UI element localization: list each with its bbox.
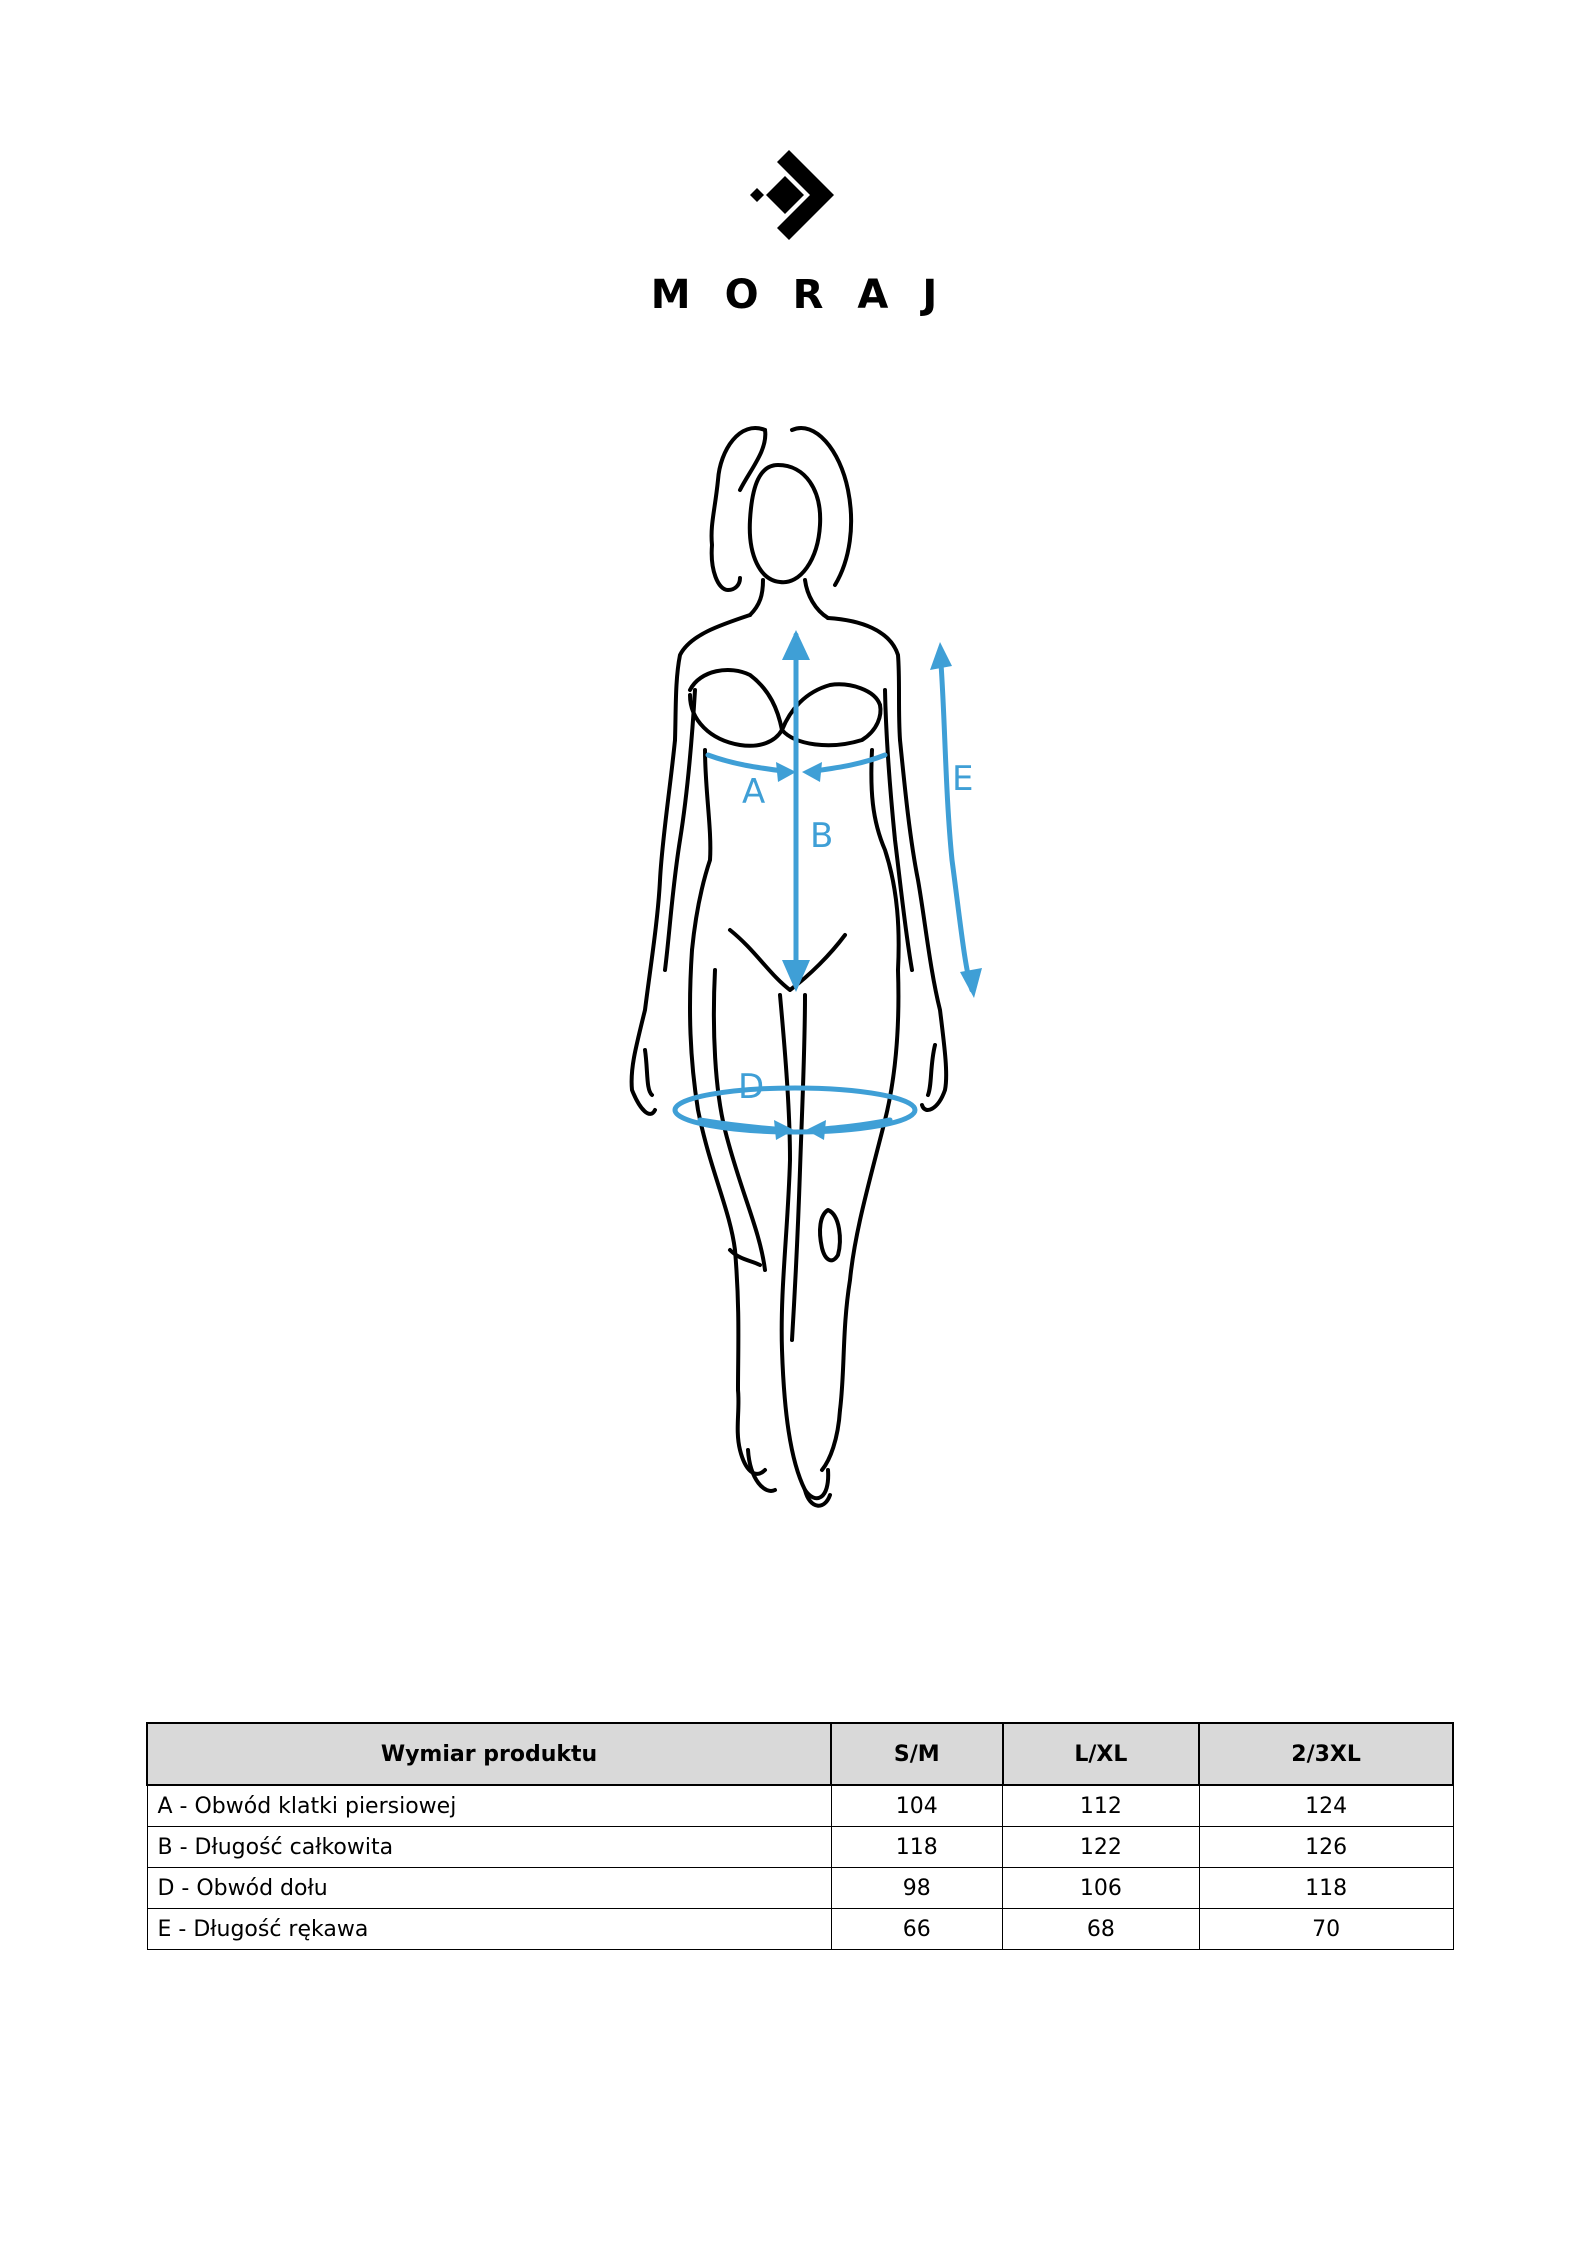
table-row: [147, 1868, 1453, 1909]
label-a: A: [742, 772, 766, 812]
size-table-header: [147, 1723, 1453, 1785]
row-value: 118: [1199, 1868, 1453, 1909]
brand-name: MORAJ: [650, 272, 972, 318]
table-row: [147, 1785, 1453, 1827]
row-name: D - Obwód dołu: [147, 1868, 831, 1909]
row-name: A - Obwód klatki piersiowej: [147, 1785, 831, 1827]
arrow-e-head-top: [930, 642, 952, 670]
row-value: 66: [831, 1909, 1003, 1950]
header-size-lxl: L/XL: [1003, 1723, 1200, 1785]
row-value: 124: [1199, 1785, 1453, 1827]
size-table: [146, 1722, 1454, 1950]
row-value: 118: [831, 1827, 1003, 1868]
measurement-markers: [675, 630, 982, 1140]
row-value: 70: [1199, 1909, 1453, 1950]
label-d: D: [738, 1067, 765, 1107]
row-name: E - Długość rękawa: [147, 1909, 831, 1950]
arrow-e: [940, 650, 972, 990]
label-b: B: [810, 816, 834, 856]
row-value: 68: [1003, 1909, 1200, 1950]
arrow-a-right-head: [802, 762, 822, 782]
row-value: 98: [831, 1868, 1003, 1909]
arrow-d-right-head: [806, 1120, 826, 1140]
arrow-e-head-bottom: [960, 968, 982, 998]
brand-logo: [0, 150, 1588, 240]
row-value: 106: [1003, 1868, 1200, 1909]
row-value: 122: [1003, 1827, 1200, 1868]
label-e: E: [952, 759, 974, 799]
header-dimension: Wymiar produktu: [147, 1723, 831, 1785]
row-value: 104: [831, 1785, 1003, 1827]
header-size-sm: S/M: [831, 1723, 1003, 1785]
arrow-b-head-top: [782, 630, 810, 660]
arrow-d-ellipse: [675, 1088, 915, 1132]
header-size-23xl: 2/3XL: [1199, 1723, 1453, 1785]
table-row: [147, 1827, 1453, 1868]
row-name: B - Długość całkowita: [147, 1827, 831, 1868]
moraj-chevron-logo-icon: [749, 150, 839, 240]
table-row: [147, 1909, 1453, 1950]
body-measurement-diagram: [600, 410, 1000, 1590]
arrow-a-left-head: [776, 762, 796, 782]
row-value: 126: [1199, 1827, 1453, 1868]
row-value: 112: [1003, 1785, 1200, 1827]
